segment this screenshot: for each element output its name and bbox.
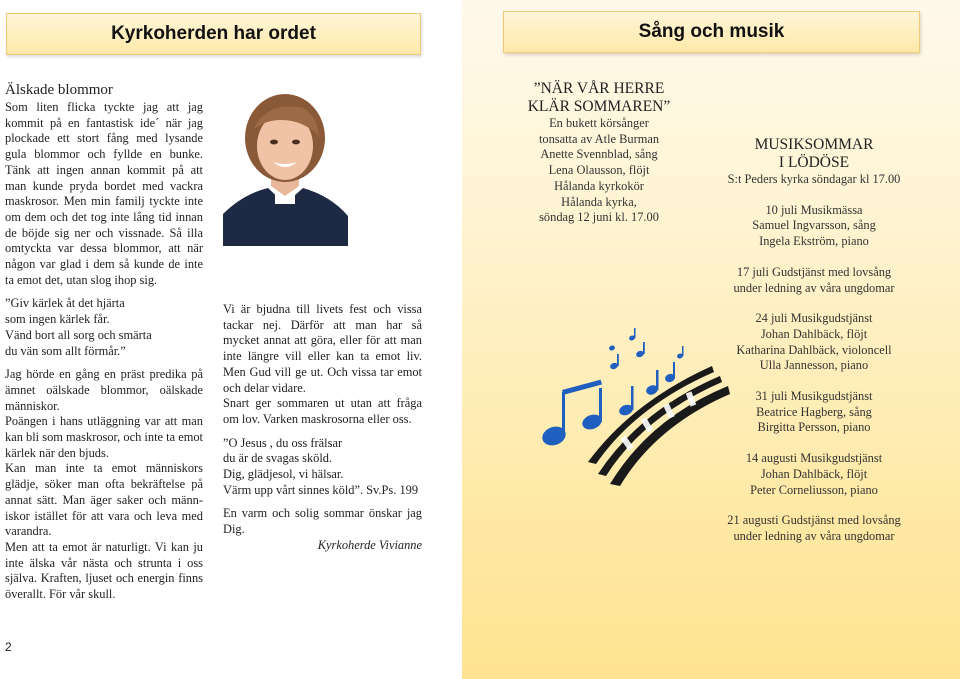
schedule-title: I LÖDÖSE — [778, 154, 850, 171]
music-summer-schedule — [726, 136, 902, 545]
article-paragraph: Kan man inte ta emot människors glädje, söker man ofta bekräftelse på annat sätt. Man äger saker och männ-iskor istället för att vara och leva med varandra. — [5, 461, 203, 539]
quote-line: du är de svagas sköld. — [223, 451, 333, 466]
schedule-event — [726, 451, 902, 498]
quote-line: som ingen kärlek får. — [5, 312, 110, 327]
event-line: Beatrice Hagberg, sång — [756, 404, 872, 419]
article-title: Älskade blommor — [5, 82, 113, 98]
event-line: Samuel Ingvarsson, sång — [752, 218, 876, 233]
pastor-photo — [223, 86, 348, 246]
event-line: Johan Dahlbäck, flöjt — [760, 326, 868, 341]
quote-line: Värm upp vårt sinnes köld”. Sv.Ps. 199 — [223, 482, 419, 497]
event-line: Ulla Jannesson, piano — [759, 358, 869, 373]
signature: Kyrkoherde Vivianne — [317, 537, 422, 552]
concert-line: Hålanda kyrka, — [561, 194, 637, 209]
schedule-event — [726, 311, 902, 374]
event-line: 17 juli Gudstjänst med lovsång — [736, 264, 892, 279]
concert-line: söndag 12 juni kl. 17.00 — [539, 210, 659, 225]
article-paragraph: Jag hörde en gång en präst predika på ämnet oälskade blommor, oälskade människor. — [5, 367, 203, 413]
concert-line: Lena Olausson, flöjt — [548, 163, 650, 178]
event-line: 10 juli Musikmässa — [765, 202, 863, 217]
article-paragraph: Men att ta emot är naturligt. Vi kan ju inte älska vår nästa och strunta i oss själva. Kraften, ljuset och energin finns överallt. För vår skull. — [5, 539, 203, 602]
event-line: Johan Dahlbäck, flöjt — [760, 466, 868, 481]
schedule-title: MUSIKSOMMAR — [754, 136, 874, 153]
event-line: under ledning av våra ungdomar — [733, 280, 895, 295]
schedule-event — [726, 513, 902, 544]
article-column-1 — [5, 82, 203, 603]
event-line: 31 juli Musikgudstjänst — [755, 389, 873, 404]
article-paragraph: Poängen i hans utläggning var att man kan bli som maskrosor, och inte ta emot kärlek när den bjuds. — [5, 414, 203, 460]
quote-line: Dig, glädjesol, vi hälsar. — [223, 467, 344, 482]
schedule-event — [726, 389, 902, 436]
quote-line: ”O Jesus , du oss frälsar — [223, 435, 343, 450]
event-line: under ledning av våra ungdomar — [733, 528, 895, 543]
article-paragraph: Vi är bjudna till livets fest och vissa tackar nej. Därför att man har så mycket annat att göra, eller för att man inte längre vill eller kan ta emot liv. Men Gud vill ge ut. Och vissa tar emot och delar vidare. — [223, 302, 422, 395]
schedule-subtitle: S:t Peders kyrka söndagar kl 17.00 — [727, 172, 901, 186]
event-line: Birgitta Persson, piano — [757, 420, 871, 435]
concert-line: tonsatta av Atle Burman — [538, 131, 660, 146]
left-header-title: Kyrkoherden har ordet — [111, 23, 316, 44]
concert-announcement — [514, 80, 684, 226]
concert-title: KLÄR SOMMAREN” — [527, 98, 671, 115]
right-header — [503, 11, 920, 53]
article-paragraph: Snart ger sommaren ut utan att fråga om lov. Varken maskrosorna eller oss. — [223, 396, 422, 426]
right-header-title: Sång och musik — [638, 21, 785, 42]
concert-title: ”NÄR VÅR HERRE — [533, 80, 665, 97]
concert-line: En bukett körsånger — [549, 116, 649, 130]
event-line: Peter Corneliusson, piano — [750, 482, 878, 497]
quote-line: du vän som allt förmår.” — [5, 343, 126, 358]
article-paragraph: En varm och solig sommar önskar jag Dig. — [223, 506, 422, 537]
event-line: Katharina Dahlbäck, violoncell — [736, 342, 892, 357]
concert-line: Anette Svennblad, sång — [540, 147, 658, 162]
left-header — [6, 13, 421, 55]
event-line: 14 augusti Musikgudstjänst — [745, 451, 883, 466]
concert-line: Hålanda kyrkokör — [554, 178, 644, 193]
schedule-event — [726, 203, 902, 250]
article-column-2 — [223, 302, 422, 554]
quote-line: Vänd bort all sorg och smärta — [5, 327, 152, 342]
page-number: 2 — [5, 640, 12, 654]
event-line: Ingela Ekström, piano — [759, 234, 869, 249]
music-notes-illustration — [540, 326, 730, 486]
event-line: 21 augusti Gudstjänst med lovsång — [727, 513, 901, 528]
schedule-event — [726, 265, 902, 296]
article-paragraph: Som liten flicka tyckte jag att jag kommit på en fantastisk ide´ när jag plockade ett stort fång med lysande gula blommor och fyllde en bunke. Tänk att ingen annan kommit på att man kunde pryda bordet med vackra maskrosor. Men min familj tyckte inte om dem och det tog inte lång tid innan de böjde sig ner och vissnade. Så illa omtyckta var dessa blommor, att när någon var glad i dem så kunde de inte ta emot det, utan slog ihop sig. — [5, 100, 203, 287]
quote-line: ”Giv kärlek åt det hjärta — [5, 296, 125, 311]
event-line: 24 juli Musikgudstjänst — [755, 311, 873, 326]
